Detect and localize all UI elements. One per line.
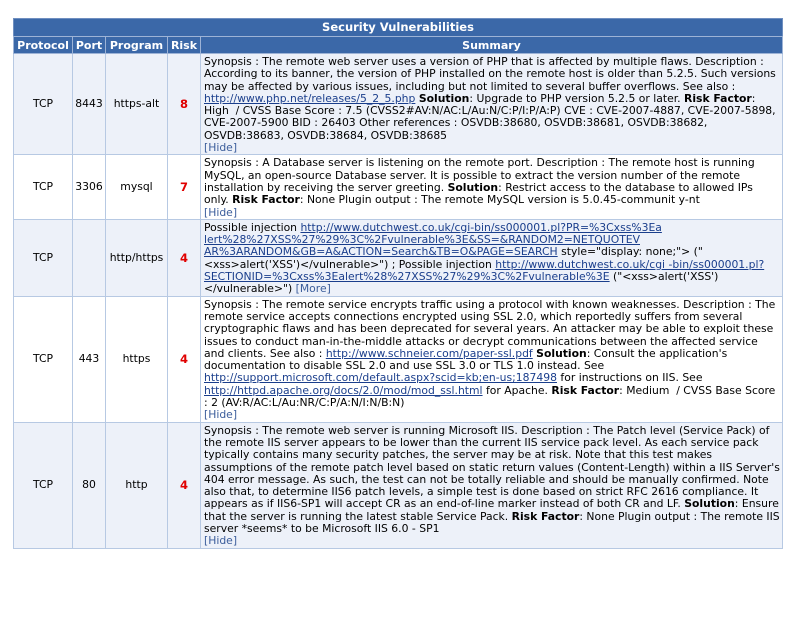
cell-protocol: TCP	[14, 296, 73, 422]
cell-risk: 4	[168, 296, 201, 422]
vulnerability-report	[13, 18, 783, 549]
table-row	[14, 155, 783, 219]
cell-protocol: TCP	[14, 155, 73, 219]
cell-risk: 7	[168, 155, 201, 219]
cell-protocol: TCP	[14, 422, 73, 548]
vulnerability-table	[13, 36, 783, 549]
table-row	[14, 54, 783, 155]
cell-port: 80	[73, 422, 106, 548]
cell-program: mysql	[106, 155, 168, 219]
summary-text: Synopsis : The remote web server is running Microsoft IIS. Description : The Patch level (Service Pack) of the remote IIS server appears to be lower than the current IIS service pack level. As each service pack typically contains many security patches, the server may be at risk. Note that this test makes assumptions of the remote patch level based on static return values (Content-Length) within a IIS Server's 404 error message. As such, the test can not be totally reliable and should be manually confirmed. Note also that, to determine IIS6 patch levels, a simple test is done based on strict RFC 2616 compliance. It appears as if IIS6-SP1 will accept CR as an end-of-line marker instead of both CR and LF. Solution: Ensure that the server is running the latest stable Service Pack. Risk Factor: None Plugin output : The remote IIS server *seems* to be Microsoft IIS 6.0 - SP1	[204, 423, 780, 535]
cell-risk: 4	[168, 219, 201, 296]
summary-text: Possible injection http://www.dutchwest.co.uk/cgi-bin/ss000001.pl?PR=%3Cxss%3Ea lert%28%27XSS%27%29%3C%2Fvulnerable%3E&SS=&RANDOM2=NETQUOTEV AR%3ARANDOM&GB=A&ACTION=Search&TB=O&PAGE=SEARCH style="display: none;"> ("<xss>alert('XSS')</vulnerable>") ; Possible injection http://www.dutchwest.co.uk/cgi -bin/ss000001.pl?SECTIONID=%3Cxss%3Ealert%28%27XSS%27%29%3C%2Fvulnerable%3E ("<xss>alert('XSS')</vulnerable>")	[204, 220, 765, 296]
cell-protocol: TCP	[14, 54, 73, 155]
col-program: Program	[106, 37, 168, 54]
cell-summary	[201, 54, 783, 155]
reference-link[interactable]: http://www.schneier.com/paper-ssl.pdf	[325, 346, 533, 360]
table-title: Security Vulnerabilities	[13, 18, 783, 36]
table-row	[14, 296, 783, 422]
cell-port: 443	[73, 296, 106, 422]
table-row	[14, 219, 783, 296]
cell-program: http/https	[106, 219, 168, 296]
hide-toggle[interactable]: [Hide]	[204, 534, 238, 548]
reference-link[interactable]: http://www.php.net/releases/5_2_5.php	[204, 91, 416, 105]
cell-summary	[201, 219, 783, 296]
more-toggle[interactable]: [More]	[295, 282, 331, 296]
reference-link[interactable]: http://www.dutchwest.co.uk/cgi -bin/ss000001.pl?SECTIONID=%3Cxss%3Ealert%28%27XSS%27%29%3C%2Fvulnerable%3E	[204, 257, 765, 284]
hide-toggle[interactable]: [Hide]	[204, 205, 238, 219]
col-risk: Risk	[168, 37, 201, 54]
cell-summary	[201, 296, 783, 422]
cell-summary	[201, 422, 783, 548]
cell-program: https	[106, 296, 168, 422]
cell-program: https-alt	[106, 54, 168, 155]
summary-text: Synopsis : The remote service encrypts traffic using a protocol with known weaknesses. Description : The remote service accepts connections encrypted using SSL 2.0, which reportedly suffers from several cryptographic flaws and has been deprecated for several years. An attacker may be able to exploit these issues to conduct man-in-the-middle attacks or decrypt communications between the affected service and clients. See also : http://www.schneier.com/paper-ssl.pdf Solution: Consult the application's documentation to disable SSL 2.0 and use SSL 3.0 or TLS 1.0 instead. See http://support.microsoft.com/default.aspx?scid=kb;en-us;187498 for instructions on IIS. See http://httpd.apache.org/docs/2.0/mod/mod_ssl.html for Apache. Risk Factor: Medium / CVSS Base Score : 2 (AV:R/AC:L/Au:NR/C:P/A:N/I:N/B:N)	[204, 297, 776, 410]
hide-toggle[interactable]: [Hide]	[204, 141, 238, 155]
reference-link[interactable]: http://www.dutchwest.co.uk/cgi-bin/ss000001.pl?PR=%3Cxss%3Ea lert%28%27XSS%27%29%3C%2Fvulnerable%3E&SS=&RANDOM2=NETQUOTEV AR%3ARANDOM&GB=A&ACTION=Search&TB=O&PAGE=SEARCH	[204, 220, 662, 259]
hide-toggle[interactable]: [Hide]	[204, 408, 238, 422]
cell-protocol: TCP	[14, 219, 73, 296]
header-row	[14, 37, 783, 54]
col-port: Port	[73, 37, 106, 54]
summary-text: Synopsis : The remote web server uses a version of PHP that is affected by multiple flaws. Description : According to its banner, the version of PHP installed on the remote host is older than 5.2.5. Such versions may be affected by various issues, including but not limited to several buffer overflows. See also : http://www.php.net/releases/5_2_5.php Solution: Upgrade to PHP version 5.2.5 or later. Risk Factor: High / CVSS Base Score : 7.5 (CVSS2#AV:N/AC:L/Au:N/C:P/I:P/A:P) CVE : CVE-2007-4887, CVE-2007-5898, CVE-2007-5900 BID : 26403 Other references : OSVDB:38680, OSVDB:38681, OSVDB:38682, OSVDB:38683, OSVDB:38684, OSVDB:38685	[204, 55, 776, 142]
reference-link[interactable]: http://support.microsoft.com/default.aspx?scid=kb;en-us;187498	[204, 371, 557, 385]
summary-text: Synopsis : A Database server is listening on the remote port. Description : The remote host is running MySQL, an open-source Database server. It is possible to extract the version number of the remote installation by receiving the server greeting. Solution: Restrict access to the database to allowed IPs only. Risk Factor: None Plugin output : The remote MySQL version is 5.0.45-communit y-nt	[204, 156, 755, 207]
cell-port: 3306	[73, 155, 106, 219]
cell-risk: 8	[168, 54, 201, 155]
reference-link[interactable]: http://httpd.apache.org/docs/2.0/mod/mod_ssl.html	[204, 383, 483, 397]
cell-risk: 4	[168, 422, 201, 548]
col-protocol: Protocol	[14, 37, 73, 54]
cell-summary	[201, 155, 783, 219]
cell-program: http	[106, 422, 168, 548]
cell-port	[73, 219, 106, 296]
cell-port: 8443	[73, 54, 106, 155]
col-summary: Summary	[201, 37, 783, 54]
table-row	[14, 422, 783, 548]
